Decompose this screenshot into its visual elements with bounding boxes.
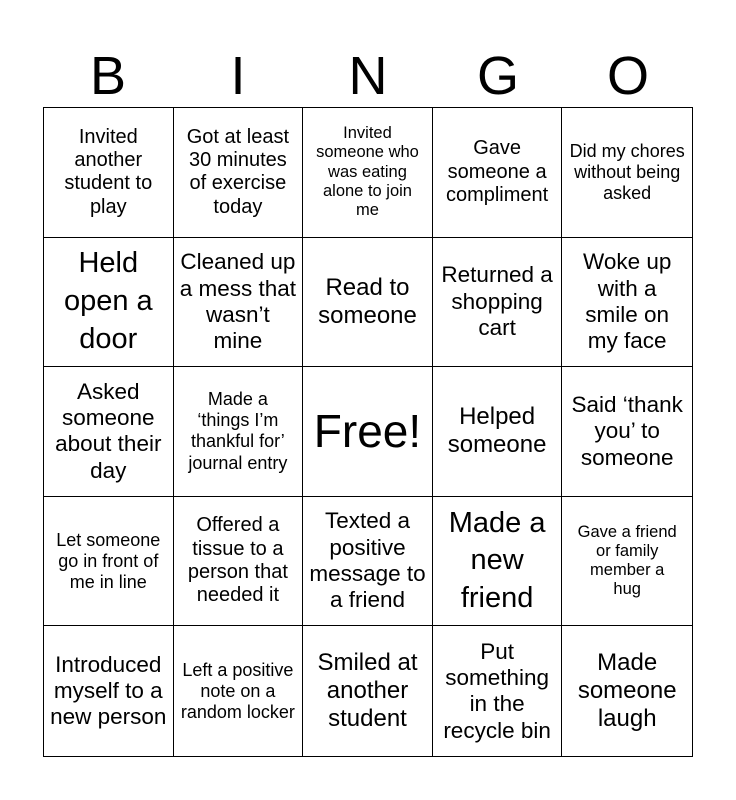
bingo-cell[interactable] — [433, 238, 563, 368]
bingo-cell[interactable] — [562, 108, 692, 238]
bingo-cell[interactable] — [174, 626, 304, 756]
header-letter-b: B — [89, 46, 127, 106]
header-letter-g: G — [476, 46, 519, 106]
cell-text: Put something in the recycle bin — [443, 638, 551, 743]
bingo-cell[interactable] — [562, 626, 692, 756]
cell-text: Asked someone about their day — [55, 378, 162, 483]
bingo-cell[interactable] — [303, 238, 433, 368]
bingo-cell[interactable] — [433, 497, 563, 627]
cell-text: Did my chores without being asked — [569, 140, 685, 203]
header-letter-n: N — [348, 46, 388, 106]
bingo-cell[interactable] — [303, 626, 433, 756]
bingo-header — [43, 46, 693, 106]
bingo-cell[interactable] — [174, 367, 304, 497]
cell-text: Left a positive note on a random locker — [180, 659, 295, 722]
cell-text: Held open a door — [63, 247, 153, 355]
bingo-cell[interactable] — [44, 367, 174, 497]
bingo-cell[interactable] — [174, 108, 304, 238]
cell-text: Invited another student to play — [64, 125, 153, 218]
cell-text: Gave someone a compliment — [445, 137, 549, 206]
bingo-cell[interactable] — [303, 497, 433, 627]
bingo-cell[interactable] — [303, 108, 433, 238]
cell-text: Made a new friend — [448, 506, 546, 614]
bingo-cell[interactable] — [303, 367, 433, 497]
header-letter-o: O — [606, 46, 649, 106]
cell-text: Gave a friend or family member a hug — [577, 522, 677, 599]
bingo-cell[interactable] — [44, 108, 174, 238]
cell-text: Returned a shopping cart — [441, 262, 553, 341]
cell-text: Woke up with a smile on my face — [582, 249, 672, 354]
cell-text: Made a ‘things I’m thankful for’ journal entry — [188, 389, 288, 473]
bingo-cell[interactable] — [174, 497, 304, 627]
cell-text: Helped someone — [447, 403, 547, 459]
bingo-cell[interactable] — [174, 238, 304, 368]
bingo-cell[interactable] — [562, 367, 692, 497]
cell-text: Invited someone who was eating alone to join me — [316, 124, 419, 220]
cell-text: Made someone laugh — [577, 649, 677, 733]
bingo-cell[interactable] — [44, 238, 174, 368]
cell-text: Read to someone — [318, 273, 417, 329]
bingo-cell[interactable] — [562, 238, 692, 368]
bingo-cell[interactable] — [433, 367, 563, 497]
bingo-board — [43, 107, 693, 757]
bingo-cell[interactable] — [44, 497, 174, 627]
cell-text: Smiled at another student — [317, 649, 418, 733]
bingo-cell[interactable] — [433, 626, 563, 756]
bingo-cell[interactable] — [562, 497, 692, 627]
bingo-cell[interactable] — [433, 108, 563, 238]
cell-text: Cleaned up a mess that wasn’t mine — [179, 249, 297, 354]
free-space: Free! — [313, 404, 422, 457]
cell-text: Got at least 30 minutes of exercise today — [186, 125, 290, 218]
header-letter-i: I — [230, 46, 246, 106]
cell-text: Let someone go in front of me in line — [56, 529, 161, 592]
cell-text: Introduced myself to a new person — [50, 651, 167, 730]
bingo-cell[interactable] — [44, 626, 174, 756]
cell-text: Said ‘thank you’ to someone — [571, 392, 683, 470]
cell-text: Texted a positive message to a friend — [309, 508, 426, 613]
cell-text: Offered a tissue to a person that needed it — [187, 514, 288, 607]
